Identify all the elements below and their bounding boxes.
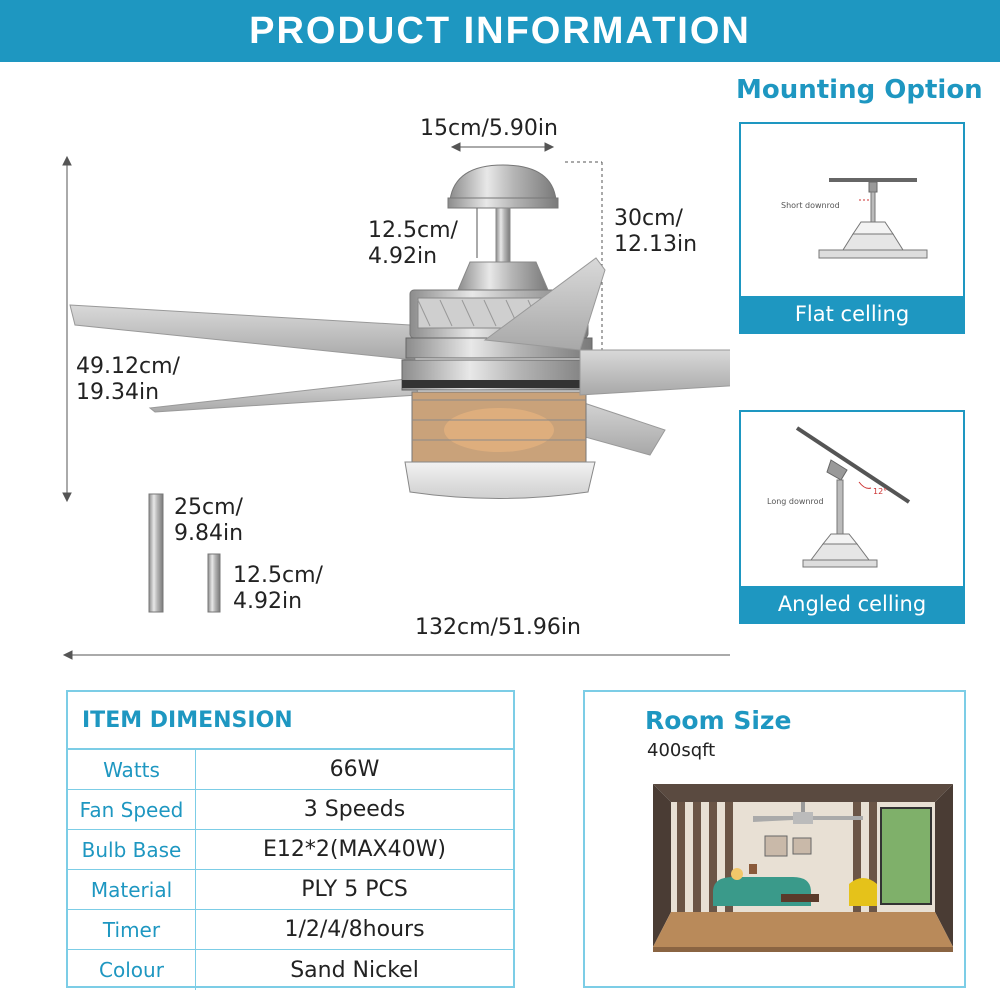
spec-value: E12*2(MAX40W) (263, 837, 446, 862)
angled-ceiling-card (739, 410, 965, 624)
table-row (68, 870, 513, 910)
spec-value: Sand Nickel (290, 957, 419, 983)
flat-ceiling-caption: Flat celling (741, 296, 963, 332)
long-rod-label-line1: 25cm/ (174, 495, 243, 520)
spec-label: Colour (68, 950, 196, 990)
header-bar (0, 0, 1000, 62)
room-size-title: Room Size (645, 706, 792, 735)
short-downrod-label: Short downrod (781, 201, 840, 210)
long-downrod-label: Long downrod (767, 497, 824, 506)
angle-label: 12° (873, 487, 888, 496)
short-rod-label-line2: 4.92in (233, 589, 303, 614)
room-illustration (653, 782, 953, 952)
table-row (68, 750, 513, 790)
short-rod-label-line1: 12.5cm/ (233, 563, 323, 588)
flat-ceiling-diagram (741, 124, 963, 294)
item-dimension-heading: ITEM DIMENSION (68, 692, 513, 750)
item-dimension-table (66, 690, 515, 988)
fan-height-label-line1: 30cm/ (614, 206, 683, 231)
spec-label: Bulb Base (68, 830, 196, 869)
spec-value: 66W (329, 757, 380, 782)
spec-value: PLY 5 PCS (301, 877, 408, 902)
spec-label: Material (68, 870, 196, 909)
flat-ceiling-card (739, 122, 965, 334)
spec-label: Timer (68, 910, 196, 949)
spec-value: 1/2/4/8hours (284, 917, 425, 942)
overall-height-label-line2: 19.34in (76, 380, 160, 405)
canopy-width-label: 15cm/5.90in (420, 116, 558, 141)
table-row (68, 950, 513, 990)
room-size-card (583, 690, 966, 988)
mounting-option-title: Mounting Option (736, 75, 983, 105)
overall-height-label-line1: 49.12cm/ (76, 354, 180, 379)
fan-canopy (448, 165, 558, 290)
table-row (68, 830, 513, 870)
room-size-value: 400sqft (647, 740, 716, 761)
downrod-length-label-line1: 12.5cm/ (368, 218, 458, 243)
fan-height-label-line2: 12.13in (614, 232, 698, 257)
spec-label: Watts (68, 750, 196, 789)
angled-ceiling-caption: Angled celling (741, 586, 963, 622)
blade-span-label: 132cm/51.96in (415, 615, 581, 640)
page-title: PRODUCT INFORMATION (249, 9, 751, 52)
spec-value: 3 Speeds (303, 797, 406, 822)
table-row (68, 910, 513, 950)
long-rod-label-line2: 9.84in (174, 521, 244, 546)
angled-ceiling-diagram (741, 412, 963, 584)
downrod-length-label-line2: 4.92in (368, 244, 438, 269)
spec-label: Fan Speed (68, 790, 196, 829)
table-row (68, 790, 513, 830)
